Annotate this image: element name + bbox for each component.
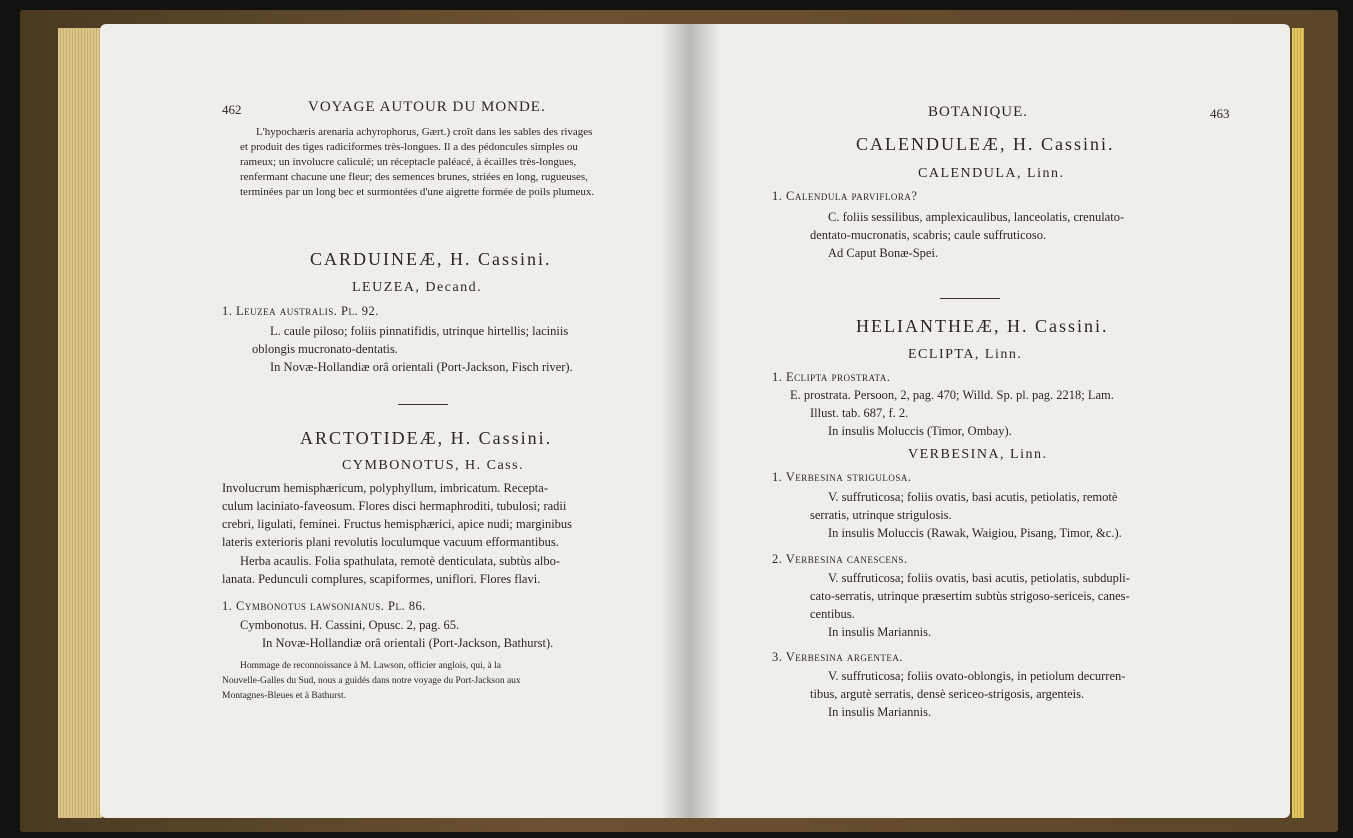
verbesina-1-line: In insulis Moluccis (Rawak, Waigiou, Pisang, Timor, &c.). (828, 526, 1122, 540)
calendula-line: C. foliis sessilibus, amplexicaulibus, lanceolatis, crenulato- (828, 210, 1125, 224)
footnote-line: Hommage de reconnoissance à M. Lawson, officier anglois, qui, à la (240, 661, 501, 671)
leuzea-line: In Novæ-Hollandiæ orâ orientali (Port-Jackson, Fisch river). (270, 360, 573, 374)
cymbonotus-desc-line: Herba acaulis. Folia spathulata, remotè denticulata, subtùs albo- (240, 554, 561, 568)
cymbonotus-desc-line: culum laciniato-faveosum. Flores disci hermaphroditi, tubulosi; radii (222, 499, 567, 513)
cymbonotus-desc-line: Involucrum hemisphæricum, polyphyllum, imbricatum. Recepta- (222, 481, 548, 495)
verbesina-2-line: V. suffruticosa; foliis ovatis, basi acutis, petiolatis, subdupli- (828, 571, 1130, 585)
right-page-number: 463 (1210, 106, 1230, 121)
eclipta-line: E. prostrata. Persoon, 2, pag. 470; Willd. Sp. pl. pag. 2218; Lam. (790, 388, 1114, 402)
section-divider (940, 298, 1000, 299)
leuzea-line: oblongis mucronato-dentatis. (252, 342, 398, 356)
verbesina-2-line: centibus. (810, 607, 855, 621)
cymbonotus-desc-line: lateris exterioris plani revolutis loculumque vacuum efformantibus. (222, 535, 559, 549)
page-edges-left (58, 28, 102, 818)
calendula-line: dentato-mucronatis, scabris; caule suffruticoso. (810, 228, 1047, 242)
species-entry-cymbonotus: 1. Cymbonotus lawsonianus. Pl. 86. (222, 599, 426, 613)
verbesina-3-line: tibus, argutè serratis, densè sericeo-strigosis, argenteis. (810, 687, 1085, 701)
section-divider (398, 404, 448, 405)
intro-line: L'hypochæris arenaria achyrophorus, Gært.) croît dans les sables des rivages (256, 126, 593, 138)
verbesina-1-line: serratis, utrinque strigulosis. (810, 508, 952, 522)
genus-eclipta: ECLIPTA, Linn. (908, 347, 1023, 362)
verbesina-2-line: In insulis Mariannis. (828, 625, 932, 639)
section-title-carduineae: CARDUINEÆ, H. Cassini. (310, 249, 552, 269)
cymbonotus-entry-line: Cymbonotus. H. Cassini, Opusc. 2, pag. 65. (240, 618, 460, 632)
footnote-line: Montagnes-Bleues et à Bathurst. (222, 691, 347, 701)
species-entry-verbesina-2: 2. Verbesina canescens. (772, 552, 908, 566)
verbesina-1-line: V. suffruticosa; foliis ovatis, basi acutis, petiolatis, remotè (828, 490, 1118, 504)
footnote-line: Nouvelle-Galles du Sud, nous a guidés dans notre voyage du Port-Jackson aux (222, 676, 521, 686)
left-page-number: 462 (222, 102, 242, 117)
page-edges-right (1292, 28, 1304, 818)
cymbonotus-desc-line: lanata. Pedunculi complures, scapiformes, uniflori. Flores flavi. (222, 572, 541, 586)
leuzea-line: L. caule piloso; foliis pinnatifidis, utrinque hirtellis; laciniis (270, 324, 569, 338)
species-entry-calendula: 1. Calendula parviflora? (772, 189, 918, 203)
left-page (100, 24, 690, 818)
intro-line: rameux; un involucre caliculé; un réceptacle paléacé, à écailles très-longues, (240, 156, 577, 168)
right-page (690, 24, 1290, 818)
cymbonotus-desc-line: crebri, ligulati, feminei. Fructus hemisphærici, apice nudi; marginibus (222, 517, 573, 531)
intro-line: et produit des tiges radiciformes très-longues. Il a des pédoncules simples ou (240, 141, 578, 153)
cymbonotus-entry-line: In Novæ-Hollandiæ orâ orientali (Port-Jackson, Bathurst). (262, 636, 554, 650)
intro-line: terminées par un long bec et surmontées d'une aigrette formée de poils plumeux. (240, 186, 595, 198)
genus-leuzea: LEUZEA, Decand. (352, 280, 483, 295)
calendula-line: Ad Caput Bonæ-Spei. (828, 246, 939, 260)
left-running-head: VOYAGE AUTOUR DU MONDE. (308, 99, 546, 115)
eclipta-line: Illust. tab. 687, f. 2. (810, 406, 909, 420)
section-title-calenduleae: CALENDULEÆ, H. Cassini. (856, 134, 1115, 154)
genus-verbesina: VERBESINA, Linn. (908, 447, 1048, 462)
intro-line: renfermant chacune une fleur; des semences brunes, striées en long, rugueuses, (240, 171, 588, 183)
genus-calendula: CALENDULA, Linn. (918, 166, 1065, 181)
book-gutter-shadow (660, 24, 720, 818)
genus-cymbonotus: CYMBONOTUS, H. Cass. (342, 458, 525, 473)
verbesina-2-line: cato-serratis, utrinque præsertim subtùs strigoso-sericeis, canes- (810, 589, 1130, 603)
species-entry-leuzea: 1. Leuzea australis. Pl. 92. (222, 304, 379, 318)
section-title-heliantheae: HELIANTHEÆ, H. Cassini. (856, 316, 1109, 336)
verbesina-3-line: In insulis Mariannis. (828, 705, 932, 719)
species-entry-eclipta: 1. Eclipta prostrata. (772, 370, 891, 384)
right-running-head: BOTANIQUE. (928, 104, 1029, 120)
eclipta-line: In insulis Moluccis (Timor, Ombay). (828, 424, 1012, 438)
section-title-arctotideae: ARCTOTIDEÆ, H. Cassini. (300, 428, 553, 448)
verbesina-3-line: V. suffruticosa; foliis ovato-oblongis, in petiolum decurren- (828, 669, 1126, 683)
species-entry-verbesina-1: 1. Verbesina strigulosa. (772, 470, 912, 484)
species-entry-verbesina-3: 3. Verbesina argentea. (772, 650, 904, 664)
